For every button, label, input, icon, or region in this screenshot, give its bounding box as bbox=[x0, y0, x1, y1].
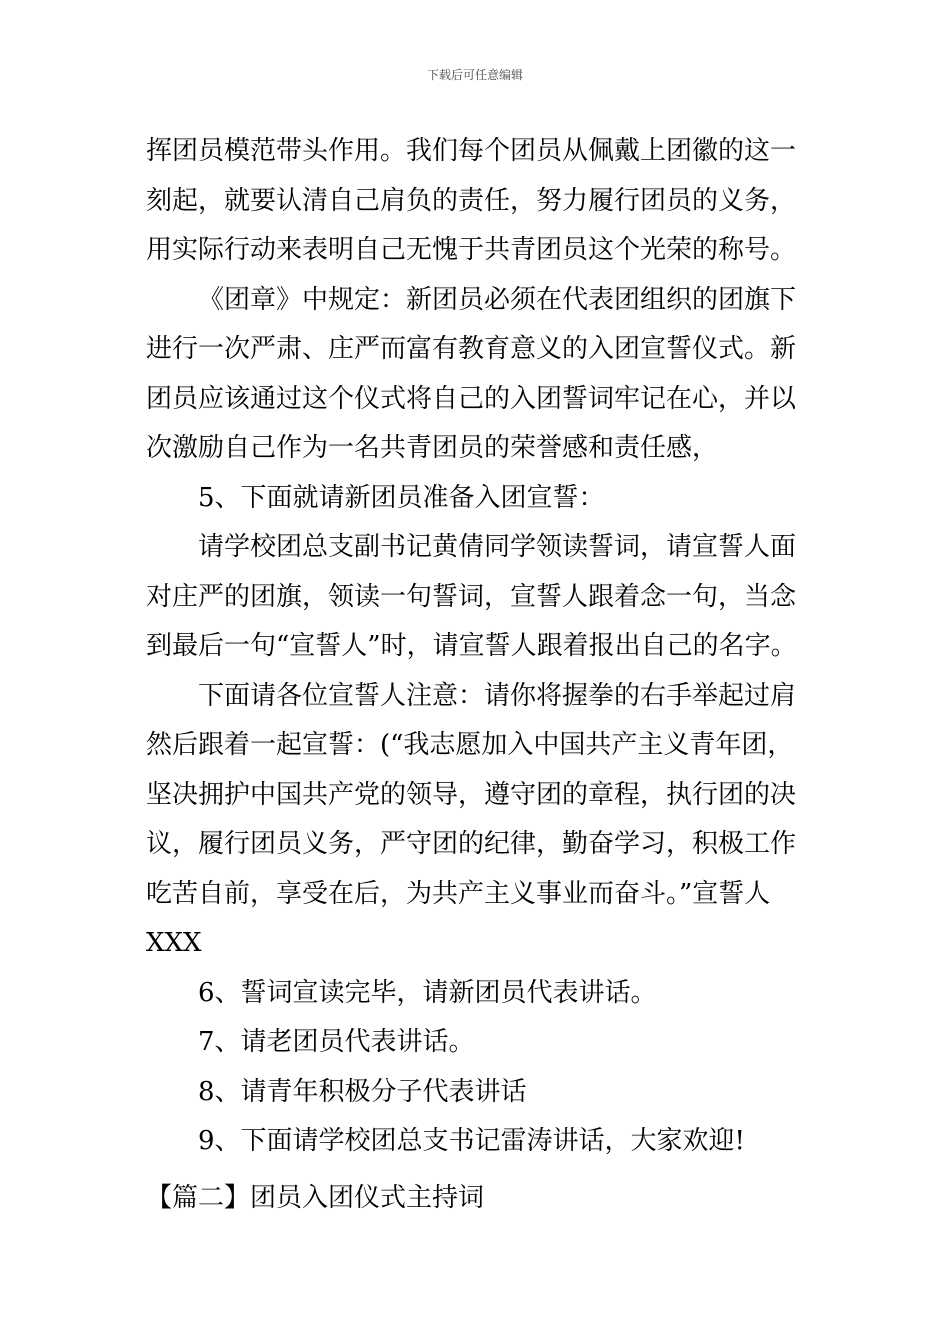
text-line: 进行一次严肃、庄严而富有教育意义的入团宣誓仪式。新 bbox=[146, 334, 797, 364]
text-line: 吃苦自前，享受在后，为共产主义事业而奋斗。”宣誓人 bbox=[146, 878, 771, 909]
text-line: 议，履行团员义务，严守团的纪律，勤奋学习，积极工作 bbox=[146, 829, 797, 859]
text-line: 6、誓词宣读完毕，请新团员代表讲话。 bbox=[198, 977, 657, 1008]
text-line: 请学校团总支副书记黄倩同学领读誓词，请宣誓人面 bbox=[198, 532, 797, 562]
text-line: XXX bbox=[146, 928, 202, 958]
document-body bbox=[146, 127, 806, 1167]
text-line: 对庄严的团旗，领读一句誓词，宣誓人跟着念一句，当念 bbox=[146, 581, 797, 612]
text-line: 8、请青年积极分子代表讲话 bbox=[198, 1076, 527, 1107]
text-line: 《团章》中规定：新团员必须在代表团组织的团旗下 bbox=[198, 284, 797, 315]
text-line: 9、下面请学校团总支书记雷涛讲话，大家欢迎! bbox=[198, 1126, 745, 1156]
text-line: 团员应该通过这个仪式将自己的入团誓词牢记在心，并以 bbox=[146, 383, 797, 414]
text-line: 下面请各位宣誓人注意：请你将握拳的右手举起过肩 bbox=[198, 680, 797, 711]
text-line: 挥团员模范带头作用。我们每个团员从佩戴上团徽的这一 bbox=[146, 136, 797, 166]
text-line: 到最后一句“宣誓人”时，请宣誓人跟着报出自己的名字。 bbox=[146, 631, 797, 661]
page-header: 下载后可任意编辑 bbox=[426, 68, 523, 82]
text-line: 坚决拥护中国共产党的领导，遵守团的章程，执行团的决 bbox=[146, 779, 797, 810]
text-line: 用实际行动来表明自己无愧于共青团员这个光荣的称号。 bbox=[146, 235, 797, 265]
text-line: 刻起，就要认清自己肩负的责任，努力履行团员的义务， bbox=[146, 185, 797, 216]
text-line: 5、下面就请新团员准备入团宣誓： bbox=[198, 482, 605, 513]
text-line: 然后跟着一起宣誓：(“我志愿加入中国共产主义青年团， bbox=[146, 730, 794, 760]
text-line: 次激励自己作为一名共青团员的荣誉感和责任感， bbox=[146, 433, 719, 463]
text-line: 7、请老团员代表讲话。 bbox=[198, 1027, 475, 1057]
section-heading: 【篇二】团员入团仪式主持词 bbox=[146, 1183, 485, 1213]
